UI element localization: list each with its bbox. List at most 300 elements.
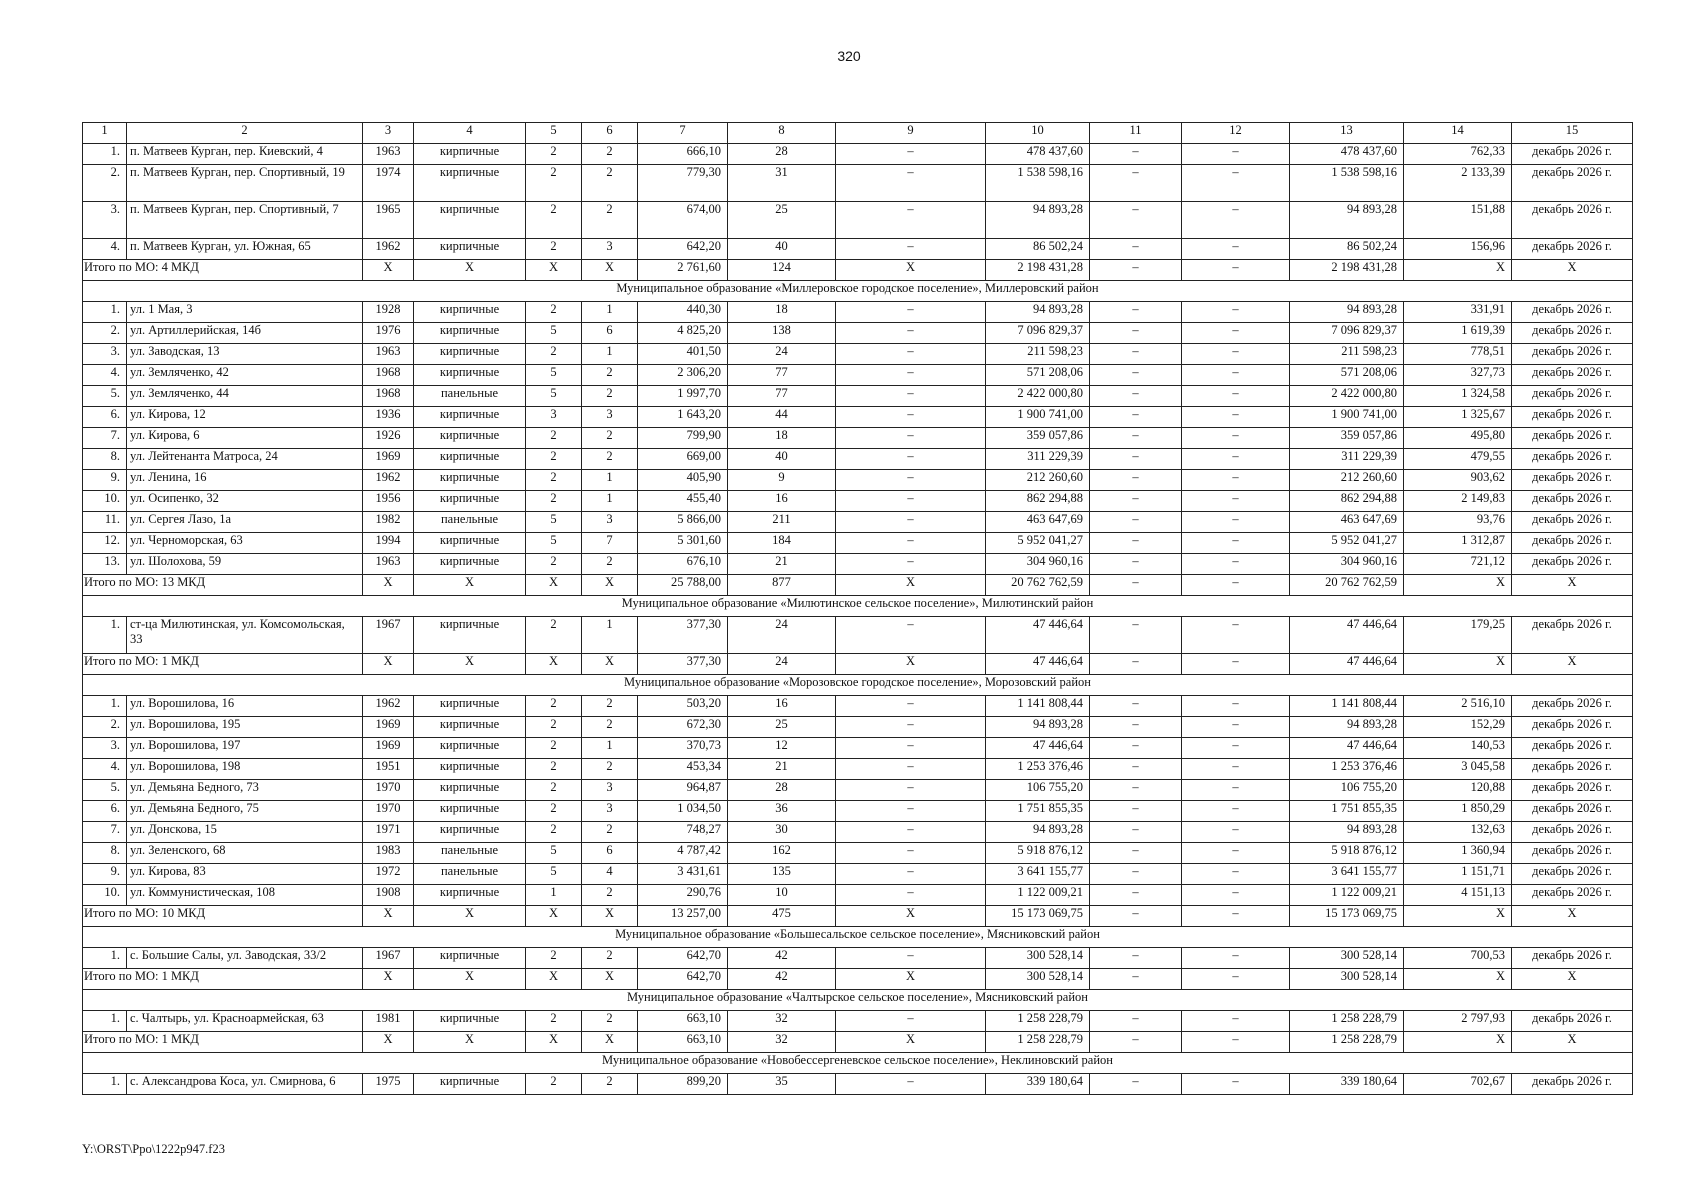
table-cell: – <box>1090 843 1182 864</box>
table-cell: – <box>836 365 986 386</box>
table-cell: 4. <box>83 759 127 780</box>
total-label: Итого по МО: 10 МКД <box>83 906 363 927</box>
address-cell: ул. Ворошилова, 198 <box>127 759 363 780</box>
table-cell: декабрь 2026 г. <box>1512 428 1633 449</box>
address-cell: ул. Ворошилова, 197 <box>127 738 363 759</box>
address-cell: ул. Черноморская, 63 <box>127 533 363 554</box>
table-cell: панельные <box>414 864 526 885</box>
total-cell: X <box>363 1032 414 1053</box>
total-cell: X <box>836 1032 986 1053</box>
table-cell: – <box>836 533 986 554</box>
table-cell: 94 893,28 <box>986 717 1090 738</box>
table-cell: – <box>1090 885 1182 906</box>
table-cell: 672,30 <box>638 717 728 738</box>
table-cell: 35 <box>728 1074 836 1095</box>
table-cell: – <box>1090 948 1182 969</box>
address-cell: ул. Ворошилова, 16 <box>127 696 363 717</box>
table-cell: 2 <box>526 428 582 449</box>
table-cell: 1963 <box>363 554 414 575</box>
table-cell: – <box>836 696 986 717</box>
table-cell: кирпичные <box>414 302 526 323</box>
table-cell: 1994 <box>363 533 414 554</box>
total-cell: 2 198 431,28 <box>1290 260 1404 281</box>
table-cell: – <box>1182 386 1290 407</box>
table-cell: декабрь 2026 г. <box>1512 759 1633 780</box>
total-cell: X <box>414 654 526 675</box>
section-row <box>83 927 1633 948</box>
table-cell: – <box>1182 738 1290 759</box>
table-cell: – <box>1090 407 1182 428</box>
total-cell: – <box>1182 1032 1290 1053</box>
table-cell: 311 229,39 <box>986 449 1090 470</box>
table-cell: 1 619,39 <box>1404 323 1512 344</box>
table-row <box>83 885 1633 906</box>
total-cell: X <box>836 575 986 596</box>
total-cell: X <box>1512 969 1633 990</box>
table-row <box>83 717 1633 738</box>
table-cell: 94 893,28 <box>1290 302 1404 323</box>
table-cell: 1 122 009,21 <box>986 885 1090 906</box>
table-cell: 3 <box>582 407 638 428</box>
address-cell: ул. Зеленского, 68 <box>127 843 363 864</box>
table-cell: декабрь 2026 г. <box>1512 843 1633 864</box>
total-cell: 32 <box>728 1032 836 1053</box>
total-cell: 20 762 762,59 <box>1290 575 1404 596</box>
col-header: 6 <box>582 123 638 144</box>
table-cell: – <box>836 717 986 738</box>
table-row <box>83 344 1633 365</box>
table-cell: – <box>1090 738 1182 759</box>
table-cell: 94 893,28 <box>1290 717 1404 738</box>
table-cell: 571 208,06 <box>1290 365 1404 386</box>
table-cell: 377,30 <box>638 617 728 654</box>
table-cell: – <box>836 512 986 533</box>
total-cell: – <box>1182 654 1290 675</box>
col-header: 9 <box>836 123 986 144</box>
table-row <box>83 144 1633 165</box>
table-cell: декабрь 2026 г. <box>1512 780 1633 801</box>
table-cell: 2 <box>526 1011 582 1032</box>
total-cell: X <box>1404 969 1512 990</box>
table-cell: 5. <box>83 780 127 801</box>
table-row <box>83 533 1633 554</box>
table-row <box>83 239 1633 260</box>
total-cell: X <box>1404 654 1512 675</box>
table-cell: 2 <box>582 386 638 407</box>
table-cell: – <box>1090 617 1182 654</box>
col-header: 12 <box>1182 123 1290 144</box>
address-cell: ул. Демьяна Бедного, 73 <box>127 780 363 801</box>
table-cell: 12 <box>728 738 836 759</box>
table-cell: 2 <box>582 554 638 575</box>
total-cell: X <box>414 1032 526 1053</box>
table-cell: 642,70 <box>638 948 728 969</box>
table-cell: – <box>1182 144 1290 165</box>
table-cell: панельные <box>414 843 526 864</box>
table-cell: 2 <box>526 780 582 801</box>
total-row <box>83 969 1633 990</box>
table-cell: 7 096 829,37 <box>986 323 1090 344</box>
total-cell: X <box>582 575 638 596</box>
table-cell: 370,73 <box>638 738 728 759</box>
table-cell: – <box>1090 780 1182 801</box>
table-cell: 339 180,64 <box>1290 1074 1404 1095</box>
total-cell: X <box>836 260 986 281</box>
table-cell: 1 <box>582 617 638 654</box>
table-cell: 32 <box>728 1011 836 1032</box>
table-cell: декабрь 2026 г. <box>1512 717 1633 738</box>
address-cell: ул. Коммунистическая, 108 <box>127 885 363 906</box>
table-cell: – <box>1090 864 1182 885</box>
table-cell: – <box>836 780 986 801</box>
table-cell: – <box>836 344 986 365</box>
table-cell: 30 <box>728 822 836 843</box>
table-cell: 779,30 <box>638 165 728 202</box>
table-row <box>83 738 1633 759</box>
table-cell: – <box>836 407 986 428</box>
table-cell: декабрь 2026 г. <box>1512 696 1633 717</box>
table-cell: декабрь 2026 г. <box>1512 864 1633 885</box>
col-header: 5 <box>526 123 582 144</box>
table-cell: – <box>836 864 986 885</box>
table-cell: 1. <box>83 144 127 165</box>
table-cell: 1 <box>582 491 638 512</box>
table-cell: 156,96 <box>1404 239 1512 260</box>
housing-table <box>82 122 1633 1095</box>
section-row <box>83 990 1633 1011</box>
table-cell: кирпичные <box>414 738 526 759</box>
table-row <box>83 948 1633 969</box>
table-cell: 211 598,23 <box>986 344 1090 365</box>
table-cell: 300 528,14 <box>1290 948 1404 969</box>
table-cell: 9 <box>728 470 836 491</box>
table-cell: кирпичные <box>414 759 526 780</box>
col-header: 13 <box>1290 123 1404 144</box>
table-cell: 140,53 <box>1404 738 1512 759</box>
table-row <box>83 843 1633 864</box>
table-cell: декабрь 2026 г. <box>1512 407 1633 428</box>
table-cell: декабрь 2026 г. <box>1512 365 1633 386</box>
address-cell: ул. Осипенко, 32 <box>127 491 363 512</box>
table-cell: – <box>836 165 986 202</box>
total-cell: X <box>363 654 414 675</box>
table-cell: – <box>1090 491 1182 512</box>
section-row <box>83 596 1633 617</box>
table-cell: 212 260,60 <box>986 470 1090 491</box>
table-cell: 1962 <box>363 470 414 491</box>
table-cell: – <box>1090 386 1182 407</box>
table-cell: кирпичные <box>414 407 526 428</box>
table-cell: 405,90 <box>638 470 728 491</box>
total-cell: – <box>1090 906 1182 927</box>
table-cell: 94 893,28 <box>1290 202 1404 239</box>
table-cell: 495,80 <box>1404 428 1512 449</box>
table-cell: 211 <box>728 512 836 533</box>
address-cell: ул. Артиллерийская, 14б <box>127 323 363 344</box>
total-cell: – <box>1182 969 1290 990</box>
table-cell: панельные <box>414 512 526 533</box>
table-cell: 1968 <box>363 365 414 386</box>
table-cell: 2 <box>582 202 638 239</box>
table-cell: 16 <box>728 491 836 512</box>
table-cell: 31 <box>728 165 836 202</box>
address-cell: ул. Сергея Лазо, 1а <box>127 512 363 533</box>
table-cell: 86 502,24 <box>986 239 1090 260</box>
table-cell: 1969 <box>363 738 414 759</box>
section-row <box>83 675 1633 696</box>
table-cell: – <box>1182 165 1290 202</box>
table-cell: 2 <box>582 365 638 386</box>
table-cell: 1 900 741,00 <box>1290 407 1404 428</box>
table-cell: – <box>1090 1074 1182 1095</box>
total-cell: 300 528,14 <box>986 969 1090 990</box>
table-cell: 21 <box>728 759 836 780</box>
total-cell: 663,10 <box>638 1032 728 1053</box>
table-cell: 463 647,69 <box>1290 512 1404 533</box>
table-cell: 120,88 <box>1404 780 1512 801</box>
table-cell: – <box>1090 470 1182 491</box>
total-cell: X <box>526 260 582 281</box>
table-row <box>83 696 1633 717</box>
table-cell: 3 <box>582 512 638 533</box>
table-cell: 778,51 <box>1404 344 1512 365</box>
table-cell: 2 <box>526 759 582 780</box>
table-cell: 24 <box>728 617 836 654</box>
table-cell: декабрь 2026 г. <box>1512 822 1633 843</box>
total-cell: X <box>526 969 582 990</box>
table-row <box>83 822 1633 843</box>
table-cell: – <box>1182 428 1290 449</box>
table-cell: 93,76 <box>1404 512 1512 533</box>
table-cell: 1967 <box>363 948 414 969</box>
address-cell: ул. Кирова, 12 <box>127 407 363 428</box>
table-cell: 290,76 <box>638 885 728 906</box>
total-cell: – <box>1090 969 1182 990</box>
table-cell: 21 <box>728 554 836 575</box>
table-cell: 721,12 <box>1404 554 1512 575</box>
table-cell: 94 893,28 <box>986 302 1090 323</box>
table-cell: 25 <box>728 717 836 738</box>
table-cell: 12. <box>83 533 127 554</box>
table-cell: 1982 <box>363 512 414 533</box>
table-cell: – <box>1090 801 1182 822</box>
total-cell: 24 <box>728 654 836 675</box>
table-cell: 1962 <box>363 696 414 717</box>
total-row <box>83 575 1633 596</box>
address-cell: ул. Шолохова, 59 <box>127 554 363 575</box>
total-cell: – <box>1090 260 1182 281</box>
table-cell: 1974 <box>363 165 414 202</box>
table-cell: 7. <box>83 822 127 843</box>
table-cell: – <box>1182 512 1290 533</box>
table-cell: кирпичные <box>414 1074 526 1095</box>
table-cell: 2 <box>526 202 582 239</box>
table-cell: 304 960,16 <box>986 554 1090 575</box>
table-cell: 1928 <box>363 302 414 323</box>
table-cell: кирпичные <box>414 533 526 554</box>
table-cell: 5 <box>526 365 582 386</box>
table-cell: 401,50 <box>638 344 728 365</box>
table-cell: декабрь 2026 г. <box>1512 202 1633 239</box>
table-cell: – <box>836 822 986 843</box>
table-cell: – <box>1182 470 1290 491</box>
table-cell: 86 502,24 <box>1290 239 1404 260</box>
table-cell: 2 <box>526 449 582 470</box>
table-cell: 799,90 <box>638 428 728 449</box>
table-cell: кирпичные <box>414 696 526 717</box>
table-cell: 676,10 <box>638 554 728 575</box>
table-cell: 6. <box>83 801 127 822</box>
table-cell: 5 <box>526 864 582 885</box>
table-cell: 3 641 155,77 <box>1290 864 1404 885</box>
total-cell: 2 198 431,28 <box>986 260 1090 281</box>
table-row <box>83 407 1633 428</box>
table-cell: – <box>836 554 986 575</box>
table-cell: 2 <box>526 617 582 654</box>
total-cell: 25 788,00 <box>638 575 728 596</box>
table-cell: 1908 <box>363 885 414 906</box>
table-cell: 1 997,70 <box>638 386 728 407</box>
table-cell: 9. <box>83 864 127 885</box>
table-cell: 5 <box>526 533 582 554</box>
table-cell: – <box>1090 428 1182 449</box>
table-cell: декабрь 2026 г. <box>1512 512 1633 533</box>
table-cell: – <box>1182 843 1290 864</box>
table-cell: 2 <box>582 1011 638 1032</box>
table-cell: – <box>1090 554 1182 575</box>
col-header: 10 <box>986 123 1090 144</box>
table-cell: 339 180,64 <box>986 1074 1090 1095</box>
total-cell: 877 <box>728 575 836 596</box>
table-cell: – <box>1182 759 1290 780</box>
table-cell: – <box>1182 1074 1290 1095</box>
col-header: 2 <box>127 123 363 144</box>
table-cell: 1 258 228,79 <box>1290 1011 1404 1032</box>
table-cell: 10 <box>728 885 836 906</box>
total-cell: 377,30 <box>638 654 728 675</box>
total-cell: X <box>582 654 638 675</box>
table-cell: – <box>1182 344 1290 365</box>
table-cell: 8. <box>83 449 127 470</box>
table-cell: – <box>1090 449 1182 470</box>
col-header: 4 <box>414 123 526 144</box>
table-cell: декабрь 2026 г. <box>1512 491 1633 512</box>
table-cell: 2 149,83 <box>1404 491 1512 512</box>
table-cell: – <box>836 948 986 969</box>
total-label: Итого по МО: 13 МКД <box>83 575 363 596</box>
table-cell: 36 <box>728 801 836 822</box>
table-cell: 453,34 <box>638 759 728 780</box>
address-cell: ул. Земляченко, 42 <box>127 365 363 386</box>
table-cell: декабрь 2026 г. <box>1512 302 1633 323</box>
address-cell: ул. Ворошилова, 195 <box>127 717 363 738</box>
table-cell: декабрь 2026 г. <box>1512 239 1633 260</box>
table-cell: 700,53 <box>1404 948 1512 969</box>
total-cell: X <box>582 906 638 927</box>
total-cell: X <box>582 969 638 990</box>
total-cell: X <box>414 575 526 596</box>
table-cell: – <box>1182 822 1290 843</box>
address-cell: ул. Заводская, 13 <box>127 344 363 365</box>
total-cell: 13 257,00 <box>638 906 728 927</box>
table-cell: – <box>1182 801 1290 822</box>
table-cell: кирпичные <box>414 239 526 260</box>
table-cell: 674,00 <box>638 202 728 239</box>
section-row <box>83 281 1633 302</box>
table-cell: кирпичные <box>414 780 526 801</box>
table-cell: 1970 <box>363 780 414 801</box>
table-cell: 478 437,60 <box>986 144 1090 165</box>
total-cell: X <box>414 906 526 927</box>
table-cell: – <box>1090 202 1182 239</box>
table-cell: – <box>836 470 986 491</box>
table-cell: 77 <box>728 365 836 386</box>
total-cell: 642,70 <box>638 969 728 990</box>
table-cell: 151,88 <box>1404 202 1512 239</box>
table-cell: 1969 <box>363 717 414 738</box>
table-cell: 18 <box>728 428 836 449</box>
table-cell: – <box>1090 533 1182 554</box>
table-cell: – <box>1182 407 1290 428</box>
table-row <box>83 1074 1633 1095</box>
table-cell: 2 <box>582 948 638 969</box>
table-cell: 331,91 <box>1404 302 1512 323</box>
table-cell: 212 260,60 <box>1290 470 1404 491</box>
table-cell: – <box>836 386 986 407</box>
table-cell: 44 <box>728 407 836 428</box>
table-cell: – <box>836 738 986 759</box>
table-cell: 463 647,69 <box>986 512 1090 533</box>
table-cell: 25 <box>728 202 836 239</box>
table-cell: 6. <box>83 407 127 428</box>
table-cell: 28 <box>728 780 836 801</box>
table-cell: 47 446,64 <box>1290 738 1404 759</box>
table-cell: 1967 <box>363 617 414 654</box>
total-cell: X <box>363 260 414 281</box>
table-cell: – <box>1090 822 1182 843</box>
table-cell: 4. <box>83 239 127 260</box>
total-cell: X <box>1512 906 1633 927</box>
table-cell: – <box>1090 144 1182 165</box>
address-cell: ул. Донскова, 15 <box>127 822 363 843</box>
table-cell: 359 057,86 <box>986 428 1090 449</box>
table-cell: 2 <box>582 759 638 780</box>
table-cell: 24 <box>728 344 836 365</box>
table-cell: 1 538 598,16 <box>1290 165 1404 202</box>
table-cell: 94 893,28 <box>986 202 1090 239</box>
table-cell: кирпичные <box>414 617 526 654</box>
table-cell: 2 <box>526 344 582 365</box>
total-cell: – <box>1182 906 1290 927</box>
table-cell: 1 751 855,35 <box>986 801 1090 822</box>
table-cell: 2 <box>526 470 582 491</box>
table-cell: 1969 <box>363 449 414 470</box>
total-cell: X <box>836 969 986 990</box>
table-row <box>83 449 1633 470</box>
total-cell: 15 173 069,75 <box>1290 906 1404 927</box>
table-cell: – <box>1182 554 1290 575</box>
table-cell: – <box>1182 449 1290 470</box>
table-cell: 2 <box>526 696 582 717</box>
table-cell: – <box>1182 365 1290 386</box>
table-cell: декабрь 2026 г. <box>1512 948 1633 969</box>
table-row <box>83 323 1633 344</box>
table-row <box>83 759 1633 780</box>
total-label: Итого по МО: 1 МКД <box>83 654 363 675</box>
total-cell: 300 528,14 <box>1290 969 1404 990</box>
table-cell: декабрь 2026 г. <box>1512 470 1633 491</box>
table-cell: 2 <box>582 822 638 843</box>
